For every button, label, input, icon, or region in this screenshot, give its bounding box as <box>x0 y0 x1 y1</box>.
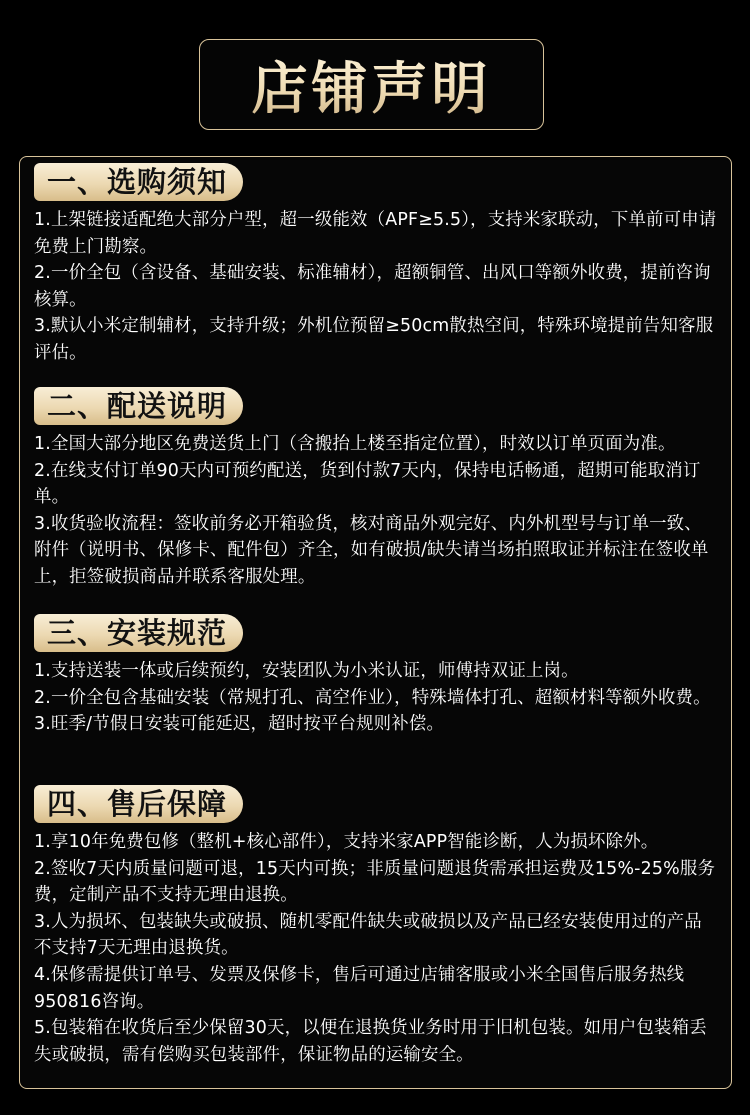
notice-panel <box>19 156 732 1089</box>
title-banner <box>199 39 544 130</box>
list-item: 3.收货验收流程：签收前务必开箱验货，核对商品外观完好、内外机型号与订单一致、附件（说明书、保修卡、配件包）齐全，如有破损/缺失请当场拍照取证并标注在签收单上，拒签破损商品并联系客服处理。 <box>34 513 709 587</box>
list-item: 1.享10年免费包修（整机+核心部件），支持米家APP智能诊断，人为损坏除外。 <box>34 832 659 852</box>
section-heading: 三、安装规范 <box>34 614 243 652</box>
list-item: 3.默认小米定制辅材，支持升级；外机位预留≥50cm散热空间，特殊环境提前告知客服评估。 <box>34 316 714 363</box>
section-heading: 一、选购须知 <box>34 163 243 201</box>
list-item: 5.包装箱在收货后至少保留30天，以便在退换货业务时用于旧机包装。如用户包装箱丢失或破损，需有偿购买包装部件，保证物品的运输安全。 <box>34 1018 707 1065</box>
section-purchase-notes <box>34 163 721 367</box>
list-item: 1.支持送装一体或后续预约，安装团队为小米认证，师傅持双证上岗。 <box>34 661 579 681</box>
list-item: 1.上架链接适配绝大部分户型，超一级能效（APF≥5.5），支持米家联动，下单前可申请免费上门勘察。 <box>34 210 717 257</box>
list-item: 1.全国大部分地区免费送货上门（含搬抬上楼至指定位置），时效以订单页面为准。 <box>34 434 676 454</box>
list-item: 2.签收7天内质量问题可退，15天内可换；非质量问题退货需承担运费及15%-25%服务费，定制产品不支持无理由退换。 <box>34 858 716 906</box>
section-heading: 四、售后保障 <box>34 785 243 823</box>
list-item: 2.一价全包（含设备、基础安装、标准辅材），超额铜管、出风口等额外收费，提前咨询核算。 <box>34 263 711 310</box>
list-item: 4.保修需提供订单号、发票及保修卡，售后可通过店铺客服或小米全国售后服务热线950816咨询。 <box>34 964 685 1012</box>
section-heading: 二、配送说明 <box>34 387 243 425</box>
section-after-sales <box>34 785 721 1068</box>
list-item: 3.人为损坏、包装缺失或破损、随机零配件缺失或破损以及产品已经安装使用过的产品不支持7天无理由退换货。 <box>34 911 702 959</box>
list-item: 3.旺季/节假日安装可能延迟，超时按平台规则补偿。 <box>34 714 445 735</box>
list-item: 2.一价全包含基础安装（常规打孔、高空作业），特殊墙体打孔、超额材料等额外收费。 <box>34 687 711 708</box>
page-title: 店铺声明 <box>252 45 492 125</box>
section-delivery <box>34 387 721 591</box>
list-item: 2.在线支付订单90天内可预约配送，货到付款7天内，保持电话畅通，超期可能取消订单。 <box>34 460 701 508</box>
section-installation <box>34 614 721 738</box>
